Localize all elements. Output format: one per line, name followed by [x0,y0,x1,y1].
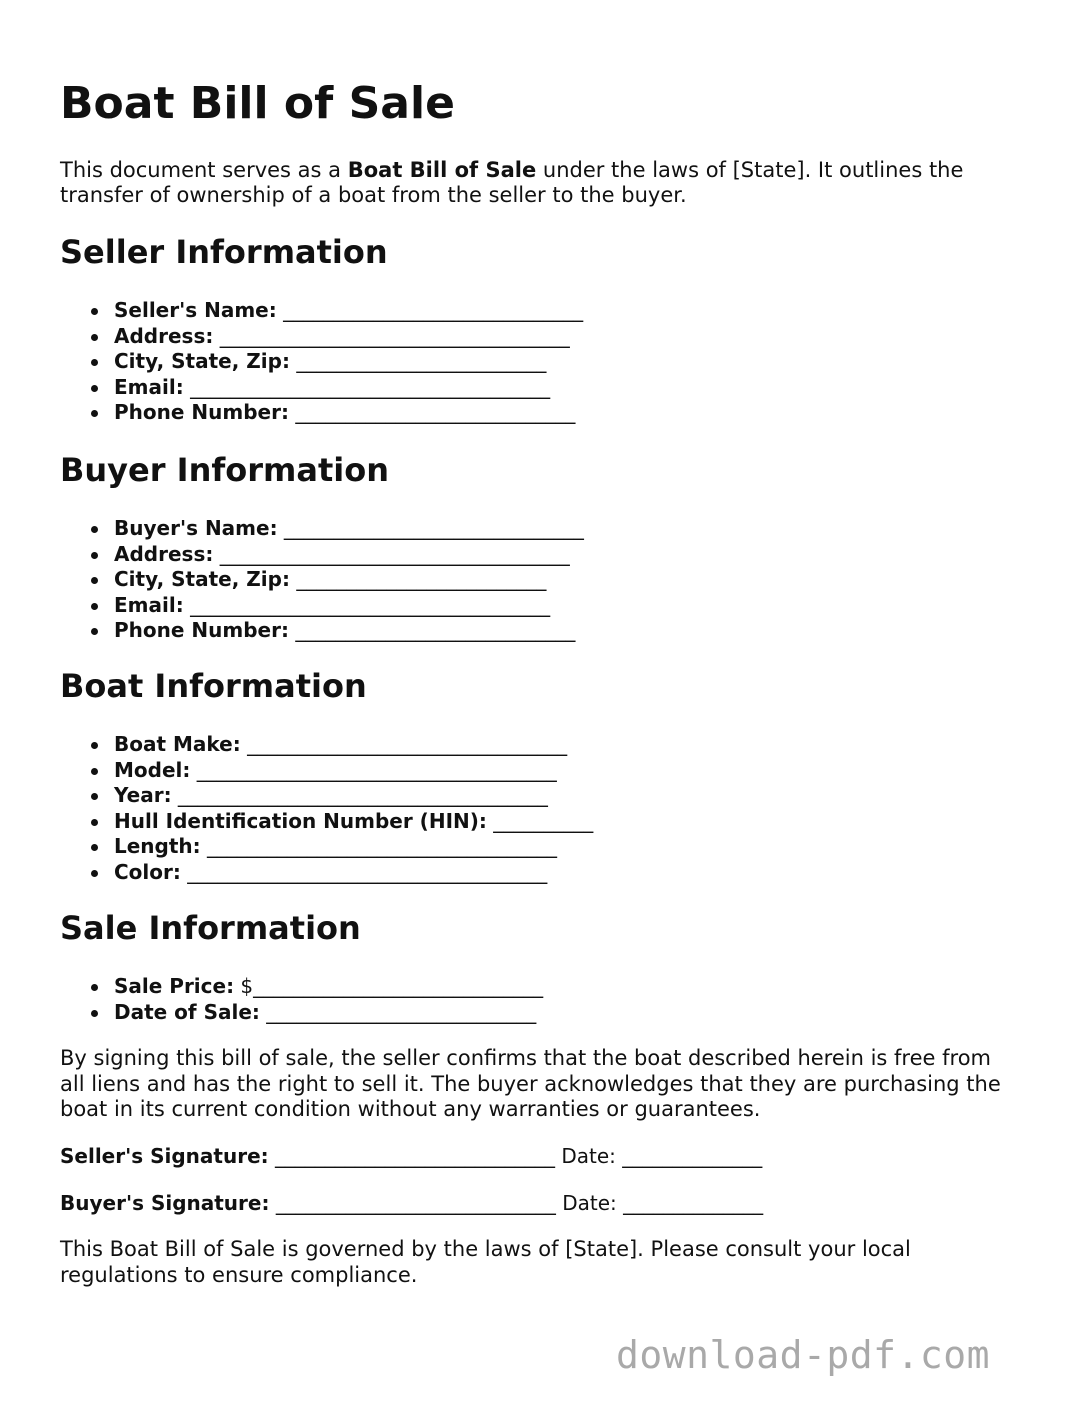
boat-length-field [114,834,593,860]
sale-date-field [114,1000,543,1026]
field-label: Sale Price: [114,974,235,998]
field-label: Year: [114,783,172,807]
buyer-signature-line [60,1190,763,1216]
intro-paragraph [60,158,1020,208]
field-label: Email: [114,374,184,399]
field-blank: _________________________ [289,567,547,591]
intro-bold-text: Boat Bill of Sale [347,158,537,182]
field-blank: ___________________________________ [200,834,558,858]
sale-heading: Sale Information [60,909,361,947]
field-blank: ____________________________________ [183,374,551,399]
buyer-city-field [114,567,584,593]
signature-label: Seller's Signature: [60,1144,269,1168]
sale-fields-list [60,974,543,1025]
seller-email-field [114,375,583,401]
intro-text-1: This document serves as a [60,158,348,182]
seller-name-field [114,298,583,324]
buyer-phone-field [114,618,584,644]
boat-make-field [114,732,593,758]
statement-paragraph: By signing this bill of sale, the seller confirms that the boat described herein is free from all liens and has the right to sell it. The buyer acknowledges that they are purchasing the boat in its current condition without any warranties or guarantees. [60,1046,1001,1121]
seller-fields-list [60,298,583,426]
field-label: Model: [114,757,191,782]
field-blank: ________________________________ [240,732,568,756]
seller-phone-field [114,400,583,426]
field-label: Length: [114,834,201,858]
field-label: Email: [114,592,184,617]
seller-heading: Seller Information [60,233,388,271]
watermark-text: download-pdf.com [616,1333,991,1377]
field-label: Buyer's Name: [114,516,278,540]
seller-signature-line [60,1143,762,1169]
field-blank: ____________________________ [288,400,576,424]
seller-address-field [114,324,583,350]
field-blank: ______________________________ [277,516,584,540]
field-blank: ___________________________________ [213,541,570,566]
field-label: Color: [114,859,181,884]
field-blank: $_____________________________ [234,974,544,998]
buyer-email-field [114,593,584,619]
field-blank: ____________________________________ [190,757,557,782]
boat-color-field [114,860,593,886]
field-blank: ___________________________________ [213,323,570,348]
seller-city-field [114,349,583,375]
signature-blank: ____________________________ [268,1144,555,1168]
boat-model-field [114,758,593,784]
footer-paragraph: This Boat Bill of Sale is governed by the laws of [State]. Please consult your local regulations to ensure compliance. [60,1237,911,1287]
field-label: Hull Identification Number (HIN): [114,808,487,833]
field-label: Phone Number: [114,618,289,642]
signature-date: Date: ______________ [555,1144,763,1168]
intro-text-2: under the laws of [State]. It outlines the transfer of ownership of a boat from the seller to the buyer. [60,158,964,207]
signature-blank: ____________________________ [269,1191,556,1215]
field-blank: ______________________________ [276,298,584,322]
field-label: Seller's Name: [114,298,277,322]
boat-fields-list [60,732,593,885]
document-title: Boat Bill of Sale [60,78,455,129]
field-blank: ____________________________________ [180,859,548,884]
field-label: Address: [114,323,214,348]
field-blank: ____________________________________ [183,592,551,617]
field-label: City, State, Zip: [114,349,290,373]
boat-hin-field [114,809,593,835]
signature-label: Buyer's Signature: [60,1191,270,1215]
boat-heading: Boat Information [60,667,367,705]
field-blank: ____________________________ [288,618,576,642]
field-blank: __________ [486,808,594,833]
buyer-name-field [114,516,584,542]
buyer-address-field [114,542,584,568]
field-label: Date of Sale: [114,999,260,1024]
field-blank: _________________________ [289,349,547,373]
boat-year-field [114,783,593,809]
field-label: Address: [114,541,214,566]
signature-date: Date: ______________ [555,1191,764,1215]
field-blank: ___________________________ [259,999,537,1024]
field-label: City, State, Zip: [114,567,290,591]
buyer-fields-list [60,516,584,644]
field-blank: _____________________________________ [171,783,548,807]
field-label: Phone Number: [114,400,289,424]
sale-price-field [114,974,543,1000]
buyer-heading: Buyer Information [60,451,389,489]
field-label: Boat Make: [114,732,241,756]
